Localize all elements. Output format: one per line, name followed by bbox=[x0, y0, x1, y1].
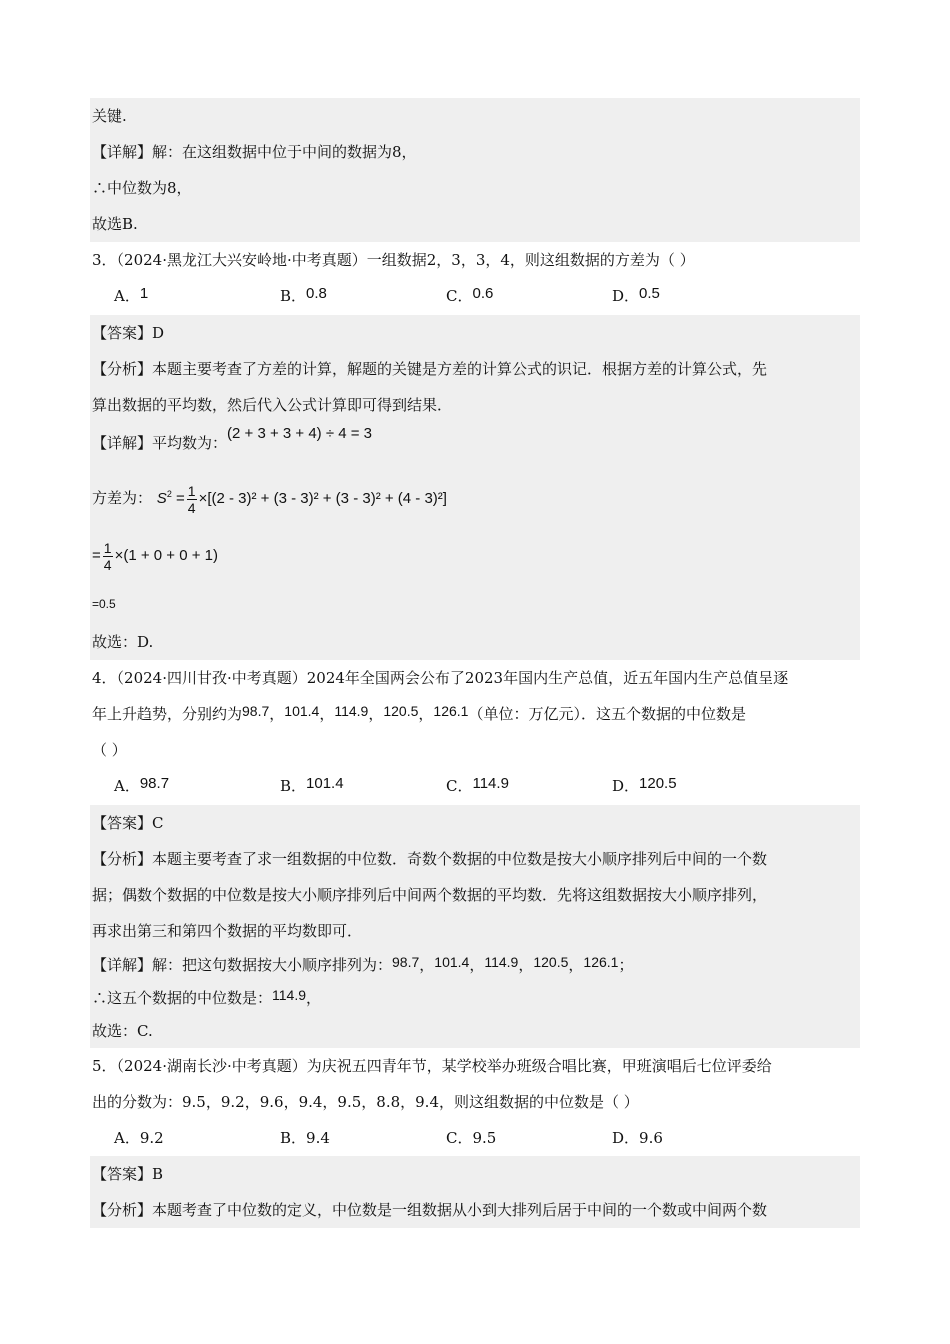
q4-answer: 【答案】C bbox=[92, 814, 164, 832]
q3-solution bbox=[90, 315, 860, 660]
q2-line-2: 【详解】解：在这组数据中位于中间的数据为8， bbox=[92, 143, 417, 161]
q4-stem-1: 4．（2024·四川甘孜·中考真题）2024年全国两会公布了2023年国内生产总值，近五年国内生产总值呈逐 bbox=[92, 669, 789, 687]
q3-mean-formula: (2 + 3 + 3 + 4) ÷ 4 = 3 bbox=[227, 425, 373, 442]
q4-option-a: A．98.7 bbox=[114, 775, 170, 795]
q3-step-2-formula: = $\frac{1}{4}$ ×(1 + 0 + 0 + 1) bbox=[92, 539, 218, 573]
q4-analysis-1: 【分析】本题主要考查了求一组数据的中位数．奇数个数据的中位数是按大小顺序排列后中间的一个数 bbox=[92, 850, 768, 868]
document-page bbox=[90, 98, 860, 1228]
q4-stem-3: （ ） bbox=[92, 741, 127, 759]
q5-option-a: A．9.2 bbox=[114, 1129, 164, 1147]
q3-answer: 【答案】D bbox=[92, 324, 165, 342]
q4-options bbox=[90, 768, 860, 805]
q4-option-c: C．114.9 bbox=[446, 775, 509, 795]
q5-options bbox=[90, 1120, 860, 1156]
q2-line-4: 故选B. bbox=[92, 215, 138, 233]
q5-answer: 【答案】B bbox=[92, 1165, 164, 1183]
q4-option-b: B．101.4 bbox=[280, 775, 344, 795]
q2-solution-tail bbox=[90, 98, 860, 242]
q5-option-d: D．9.6 bbox=[612, 1129, 663, 1147]
q5-option-c: C．9.5 bbox=[446, 1129, 497, 1147]
q5-stem-1: 5．（2024·湖南长沙·中考真题）为庆祝五四青年节，某学校举办班级合唱比赛，甲班演唱后七位评委给 bbox=[92, 1057, 772, 1075]
q4-solution bbox=[90, 805, 860, 1048]
q5-question bbox=[90, 1048, 860, 1156]
q4-option-d: D．120.5 bbox=[612, 775, 677, 795]
q3-analysis-1: 【分析】本题主要考查了方差的计算，解题的关键是方差的计算公式的识记．根据方差的计算公式，先 bbox=[92, 360, 768, 378]
q3-stem: 3．（2024·黑龙江大兴安岭地·中考真题）一组数据2，3，3，4，则这组数据的方差为（ ） bbox=[92, 251, 695, 269]
q3-analysis-2: 算出数据的平均数，然后代入公式计算即可得到结果． bbox=[92, 396, 453, 414]
q5-stem-2: 出的分数为：9.5，9.2，9.6，9.4，9.5，8.8，9.4，则这组数据的中位数是（ ） bbox=[92, 1093, 639, 1111]
q3-option-a: A．1 bbox=[114, 285, 149, 305]
q5-option-b: B．9.4 bbox=[280, 1129, 330, 1147]
q3-variance-line: 方差为： $S^2$ = $\frac{1}{4}$ ×[(2 - 3)² + (3 - 3)² + (3 - 3)² + (4 - 3)²] bbox=[92, 482, 447, 516]
q3-option-c: C．0.6 bbox=[446, 285, 494, 305]
q3-mean-line: 【详解】平均数为：(2 + 3 + 3 + 4) ÷ 4 = 3 bbox=[92, 425, 373, 452]
q4-analysis-2: 据；偶数个数据的中位数是按大小顺序排列后中间两个数据的平均数．先将这组数据按大小顺序排列， bbox=[92, 886, 768, 904]
q5-solution bbox=[90, 1156, 860, 1228]
q2-line-3: ∴中位数为8， bbox=[92, 179, 192, 197]
q5-analysis-1: 【分析】本题考查了中位数的定义，中位数是一组数据从小到大排列后居于中间的一个数或中间两个数 bbox=[92, 1201, 768, 1219]
q4-detail: 【详解】解：把这句数据按大小顺序排列为：98.7，101.4，114.9，120.5，126.1； bbox=[92, 954, 634, 974]
q3-step-2 bbox=[90, 526, 860, 584]
q2-line-1: 关键. bbox=[92, 107, 127, 125]
q4-median: ∴这五个数据的中位数是：114.9， bbox=[92, 987, 322, 1007]
q3-conclusion: 故选：D. bbox=[92, 633, 154, 651]
q4-analysis-3: 再求出第三和第四个数据的平均数即可． bbox=[92, 922, 363, 940]
q4-question bbox=[90, 660, 860, 805]
q3-option-b: B．0.8 bbox=[280, 285, 327, 305]
q4-conclusion: 故选：C. bbox=[92, 1022, 153, 1040]
q3-question bbox=[90, 242, 860, 315]
q3-options bbox=[90, 278, 860, 315]
q3-variance-formula: $S^2$ = $\frac{1}{4}$ ×[(2 - 3)² + (3 - 3)² + (3 - 3)² + (4 - 3)²] bbox=[156, 482, 447, 516]
q3-step-3: =0.5 bbox=[92, 597, 116, 611]
q4-stem-2: 年上升趋势，分别约为98.7，101.4，114.9，120.5，126.1（单位：万亿元）．这五个数据的中位数是 bbox=[92, 703, 746, 723]
q3-option-d: D．0.5 bbox=[612, 285, 660, 305]
